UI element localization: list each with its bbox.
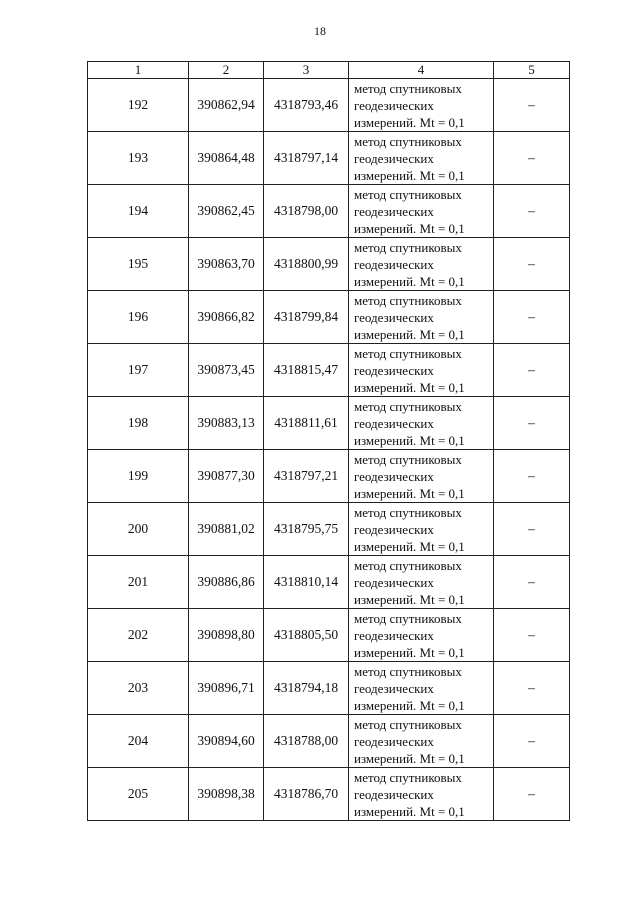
method-text-line: измерений. Mt = 0,1 bbox=[354, 803, 465, 819]
method-text-line: геодезических bbox=[354, 415, 434, 431]
point-number-cell: 204 bbox=[88, 715, 189, 768]
method-text-line: геодезических bbox=[354, 309, 434, 325]
page-number: 18 bbox=[314, 24, 326, 38]
coordinates-table bbox=[87, 61, 570, 821]
method-text-line: метод спутниковых bbox=[354, 451, 462, 467]
method-text-line: геодезических bbox=[354, 627, 434, 643]
table-row bbox=[88, 397, 570, 450]
x-coordinate-cell: 390883,13 bbox=[189, 397, 264, 450]
x-coordinate-cell: 390873,45 bbox=[189, 344, 264, 397]
method-text-line: измерений. Mt = 0,1 bbox=[354, 220, 465, 236]
method-text-line: измерений. Mt = 0,1 bbox=[354, 273, 465, 289]
x-coordinate-cell: 390863,70 bbox=[189, 238, 264, 291]
method-text-line: измерений. Mt = 0,1 bbox=[354, 750, 465, 766]
note-cell: – bbox=[494, 662, 570, 715]
y-coordinate-cell: 4318788,00 bbox=[264, 715, 349, 768]
method-cell bbox=[349, 662, 494, 715]
method-text-line: метод спутниковых bbox=[354, 398, 462, 414]
method-text-line: метод спутниковых bbox=[354, 769, 462, 785]
method-text-line: измерений. Mt = 0,1 bbox=[354, 379, 465, 395]
method-text-line: метод спутниковых bbox=[354, 345, 462, 361]
table-row bbox=[88, 609, 570, 662]
column-header-5: 5 bbox=[494, 62, 570, 79]
x-coordinate-cell: 390881,02 bbox=[189, 503, 264, 556]
method-cell bbox=[349, 344, 494, 397]
y-coordinate-cell: 4318811,61 bbox=[264, 397, 349, 450]
point-number-cell: 203 bbox=[88, 662, 189, 715]
method-text-line: геодезических bbox=[354, 786, 434, 802]
table-row bbox=[88, 185, 570, 238]
column-header-2: 2 bbox=[189, 62, 264, 79]
method-text-line: геодезических bbox=[354, 150, 434, 166]
note-cell: – bbox=[494, 132, 570, 185]
x-coordinate-cell: 390894,60 bbox=[189, 715, 264, 768]
table-row bbox=[88, 503, 570, 556]
note-cell: – bbox=[494, 450, 570, 503]
table-row bbox=[88, 132, 570, 185]
point-number-cell: 194 bbox=[88, 185, 189, 238]
method-text-line: геодезических bbox=[354, 733, 434, 749]
method-text-line: метод спутниковых bbox=[354, 292, 462, 308]
point-number-cell: 200 bbox=[88, 503, 189, 556]
note-cell: – bbox=[494, 185, 570, 238]
method-text-line: измерений. Mt = 0,1 bbox=[354, 591, 465, 607]
method-cell bbox=[349, 715, 494, 768]
table-row bbox=[88, 291, 570, 344]
method-text-line: измерений. Mt = 0,1 bbox=[354, 167, 465, 183]
method-text-line: измерений. Mt = 0,1 bbox=[354, 485, 465, 501]
method-cell bbox=[349, 79, 494, 132]
point-number-cell: 198 bbox=[88, 397, 189, 450]
method-text-line: метод спутниковых bbox=[354, 133, 462, 149]
table-body bbox=[88, 79, 570, 821]
note-cell: – bbox=[494, 503, 570, 556]
method-cell bbox=[349, 132, 494, 185]
method-text-line: метод спутниковых bbox=[354, 663, 462, 679]
method-text-line: метод спутниковых bbox=[354, 610, 462, 626]
method-text-line: геодезических bbox=[354, 256, 434, 272]
method-text-line: метод спутниковых bbox=[354, 80, 462, 96]
point-number-cell: 197 bbox=[88, 344, 189, 397]
note-cell: – bbox=[494, 397, 570, 450]
table-row bbox=[88, 715, 570, 768]
method-text-line: метод спутниковых bbox=[354, 504, 462, 520]
x-coordinate-cell: 390864,48 bbox=[189, 132, 264, 185]
point-number-cell: 195 bbox=[88, 238, 189, 291]
method-text-line: геодезических bbox=[354, 680, 434, 696]
x-coordinate-cell: 390898,80 bbox=[189, 609, 264, 662]
x-coordinate-cell: 390866,82 bbox=[189, 291, 264, 344]
y-coordinate-cell: 4318795,75 bbox=[264, 503, 349, 556]
point-number-cell: 192 bbox=[88, 79, 189, 132]
method-text-line: измерений. Mt = 0,1 bbox=[354, 326, 465, 342]
method-text-line: геодезических bbox=[354, 574, 434, 590]
point-number-cell: 199 bbox=[88, 450, 189, 503]
note-cell: – bbox=[494, 768, 570, 821]
table-row bbox=[88, 768, 570, 821]
table-row bbox=[88, 450, 570, 503]
method-cell bbox=[349, 185, 494, 238]
x-coordinate-cell: 390877,30 bbox=[189, 450, 264, 503]
method-text-line: измерений. Mt = 0,1 bbox=[354, 644, 465, 660]
note-cell: – bbox=[494, 291, 570, 344]
note-cell: – bbox=[494, 79, 570, 132]
x-coordinate-cell: 390862,45 bbox=[189, 185, 264, 238]
method-cell bbox=[349, 768, 494, 821]
method-cell bbox=[349, 397, 494, 450]
point-number-cell: 201 bbox=[88, 556, 189, 609]
y-coordinate-cell: 4318793,46 bbox=[264, 79, 349, 132]
method-text-line: измерений. Mt = 0,1 bbox=[354, 538, 465, 554]
y-coordinate-cell: 4318799,84 bbox=[264, 291, 349, 344]
table-row bbox=[88, 79, 570, 132]
method-cell bbox=[349, 450, 494, 503]
column-header-1: 1 bbox=[88, 62, 189, 79]
x-coordinate-cell: 390886,86 bbox=[189, 556, 264, 609]
y-coordinate-cell: 4318797,21 bbox=[264, 450, 349, 503]
point-number-cell: 196 bbox=[88, 291, 189, 344]
column-header-4: 4 bbox=[349, 62, 494, 79]
note-cell: – bbox=[494, 556, 570, 609]
table-row bbox=[88, 238, 570, 291]
point-number-cell: 193 bbox=[88, 132, 189, 185]
method-text-line: геодезических bbox=[354, 203, 434, 219]
y-coordinate-cell: 4318815,47 bbox=[264, 344, 349, 397]
y-coordinate-cell: 4318810,14 bbox=[264, 556, 349, 609]
method-text-line: метод спутниковых bbox=[354, 716, 462, 732]
table-header-row bbox=[88, 62, 570, 79]
method-text-line: метод спутниковых bbox=[354, 186, 462, 202]
method-text-line: геодезических bbox=[354, 97, 434, 113]
note-cell: – bbox=[494, 609, 570, 662]
method-text-line: геодезических bbox=[354, 362, 434, 378]
y-coordinate-cell: 4318797,14 bbox=[264, 132, 349, 185]
table-row bbox=[88, 556, 570, 609]
table-row bbox=[88, 662, 570, 715]
x-coordinate-cell: 390896,71 bbox=[189, 662, 264, 715]
y-coordinate-cell: 4318798,00 bbox=[264, 185, 349, 238]
method-text-line: измерений. Mt = 0,1 bbox=[354, 114, 465, 130]
method-cell bbox=[349, 238, 494, 291]
method-text-line: измерений. Mt = 0,1 bbox=[354, 432, 465, 448]
method-cell bbox=[349, 609, 494, 662]
method-text-line: метод спутниковых bbox=[354, 557, 462, 573]
y-coordinate-cell: 4318805,50 bbox=[264, 609, 349, 662]
note-cell: – bbox=[494, 238, 570, 291]
x-coordinate-cell: 390862,94 bbox=[189, 79, 264, 132]
column-header-3: 3 bbox=[264, 62, 349, 79]
method-cell bbox=[349, 556, 494, 609]
y-coordinate-cell: 4318800,99 bbox=[264, 238, 349, 291]
method-cell bbox=[349, 291, 494, 344]
method-text-line: геодезических bbox=[354, 468, 434, 484]
method-cell bbox=[349, 503, 494, 556]
point-number-cell: 205 bbox=[88, 768, 189, 821]
y-coordinate-cell: 4318794,18 bbox=[264, 662, 349, 715]
point-number-cell: 202 bbox=[88, 609, 189, 662]
y-coordinate-cell: 4318786,70 bbox=[264, 768, 349, 821]
note-cell: – bbox=[494, 344, 570, 397]
method-text-line: геодезических bbox=[354, 521, 434, 537]
x-coordinate-cell: 390898,38 bbox=[189, 768, 264, 821]
method-text-line: измерений. Mt = 0,1 bbox=[354, 697, 465, 713]
table-row bbox=[88, 344, 570, 397]
method-text-line: метод спутниковых bbox=[354, 239, 462, 255]
note-cell: – bbox=[494, 715, 570, 768]
